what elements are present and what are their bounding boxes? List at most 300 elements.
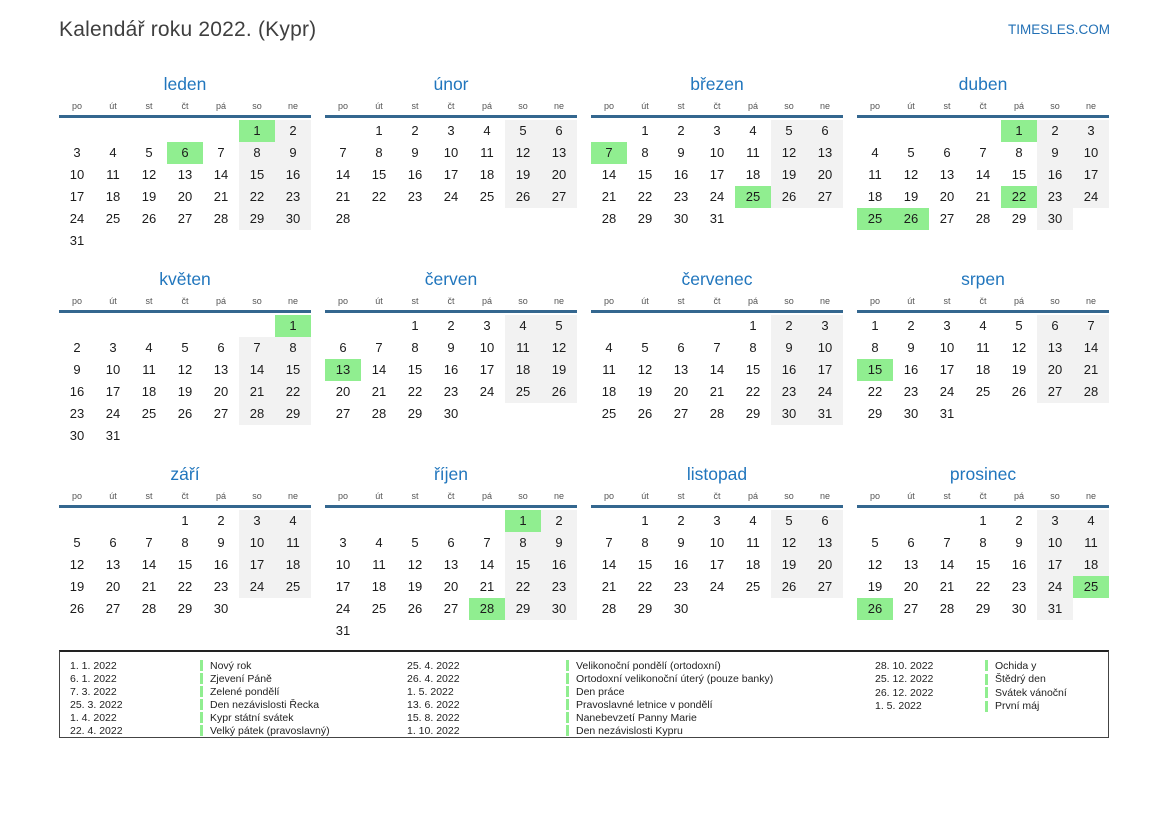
day-cell: 9 [411, 145, 419, 160]
day-cell: 30 [1037, 208, 1073, 230]
site-link[interactable]: TIMESLES.COM [1007, 22, 1110, 37]
day-cell: 1 [979, 513, 987, 528]
day-cell: 14 [335, 167, 351, 182]
day-cell: 10 [807, 337, 843, 359]
day-cell: 17 [69, 189, 85, 204]
day-cell: 15 [177, 557, 193, 572]
day-cell: 22 [505, 576, 541, 598]
day-cell: 16 [903, 362, 919, 377]
weekday-label: so [1050, 296, 1060, 306]
day-cell: 9 [275, 142, 311, 164]
day-cell: 23 [407, 189, 423, 204]
day-cell: 18 [505, 359, 541, 381]
holiday-name: Pravoslavné letnice v pondělí [576, 698, 713, 711]
day-cell: 8 [1015, 145, 1023, 160]
weekday-label: so [784, 296, 794, 306]
weekday-header-row [325, 490, 577, 508]
empty-cell [203, 120, 239, 142]
weekday-label: út [109, 101, 117, 111]
weekday-label: pá [1013, 296, 1024, 306]
empty-cell [239, 425, 275, 447]
day-cell: 21 [1073, 359, 1109, 381]
weekday-label: so [1050, 491, 1060, 501]
day-cell: 26 [541, 381, 577, 403]
day-cell: 21 [939, 579, 955, 594]
day-cell: 8 [749, 340, 757, 355]
weekday-label: pá [747, 101, 758, 111]
empty-cell [361, 315, 397, 337]
day-cell: 19 [505, 164, 541, 186]
empty-cell [857, 120, 893, 142]
day-cell: 14 [709, 362, 725, 377]
day-cell: 14 [1073, 337, 1109, 359]
day-cell: 13 [939, 167, 955, 182]
day-cell: 12 [69, 557, 85, 572]
empty-cell [59, 120, 95, 142]
empty-cell [591, 315, 627, 337]
holiday-date: 1. 10. 2022 [407, 724, 460, 737]
day-cell: 31 [1037, 598, 1073, 620]
day-cell: 28 [141, 601, 157, 616]
day-cell: 17 [807, 359, 843, 381]
weekday-label: čt [979, 296, 987, 306]
day-cell: 20 [541, 164, 577, 186]
legend-row [875, 686, 1100, 700]
empty-cell [505, 620, 541, 642]
day-cell: 8 [275, 337, 311, 359]
day-cell: 21 [141, 579, 157, 594]
legend-row [875, 659, 1100, 673]
empty-cell [131, 230, 167, 252]
day-cell: 21 [239, 381, 275, 403]
day-cell: 21 [479, 579, 495, 594]
holiday-marker-icon [200, 725, 203, 736]
weekday-header-row [857, 100, 1109, 118]
day-cell: 14 [371, 362, 387, 377]
day-grid [857, 118, 1109, 230]
day-cell: 9 [73, 362, 81, 377]
weekday-label: po [869, 491, 880, 501]
empty-cell [167, 230, 203, 252]
day-cell: 12 [407, 557, 423, 572]
holiday-marker-icon [566, 660, 569, 671]
day-cell: 26 [177, 406, 193, 421]
month-listopad [591, 462, 843, 639]
day-cell: 25 [479, 189, 495, 204]
day-cell: 16 [1011, 557, 1027, 572]
day-cell: 9 [907, 340, 915, 355]
weekday-label: po [869, 101, 880, 111]
empty-cell [893, 510, 929, 532]
day-cell: 15 [1011, 167, 1027, 182]
day-cell: 7 [979, 145, 987, 160]
day-cell: 27 [673, 406, 689, 421]
day-cell: 10 [479, 340, 495, 355]
weekday-header-row [591, 100, 843, 118]
month-prosinec [857, 462, 1109, 639]
day-cell: 22 [867, 384, 883, 399]
day-cell: 14 [975, 167, 991, 182]
empty-cell [1073, 403, 1109, 425]
day-cell: 1 [1001, 120, 1037, 142]
day-cell: 3 [73, 145, 81, 160]
day-cell: 16 [213, 557, 229, 572]
day-cell: 13 [443, 557, 459, 572]
day-cell: 19 [903, 189, 919, 204]
holiday-marker-icon [566, 686, 569, 697]
day-cell: 29 [637, 601, 653, 616]
day-cell: 7 [217, 145, 225, 160]
day-cell: 12 [141, 167, 157, 182]
day-cell: 18 [371, 579, 387, 594]
day-cell: 15 [637, 557, 653, 572]
day-cell: 6 [807, 120, 843, 142]
empty-cell [167, 425, 203, 447]
day-cell: 14 [601, 557, 617, 572]
legend-row [407, 698, 875, 711]
day-cell: 8 [641, 145, 649, 160]
empty-cell [397, 510, 433, 532]
legend-column [407, 659, 875, 737]
month-leden [59, 72, 311, 249]
weekday-label: st [145, 491, 153, 501]
day-grid [591, 313, 843, 425]
day-cell: 6 [907, 535, 915, 550]
day-cell: 15 [275, 359, 311, 381]
empty-cell [469, 510, 505, 532]
day-cell: 26 [141, 211, 157, 226]
day-cell: 21 [601, 579, 617, 594]
month-title: únor [433, 74, 469, 94]
weekday-label: st [677, 296, 685, 306]
holiday-name: Den nezávislosti Řecka [210, 698, 320, 711]
day-cell: 10 [939, 340, 955, 355]
weekday-header-row [59, 100, 311, 118]
day-cell: 29 [637, 211, 653, 226]
weekday-label: ne [1085, 296, 1096, 306]
day-cell: 2 [771, 315, 807, 337]
day-cell: 4 [749, 123, 757, 138]
day-cell: 9 [541, 532, 577, 554]
day-cell: 13 [541, 142, 577, 164]
day-cell: 25 [745, 579, 761, 594]
holiday-name: Zelené pondělí [210, 685, 280, 698]
day-cell: 4 [109, 145, 117, 160]
month-title: září [170, 464, 200, 484]
weekday-header-row [59, 295, 311, 313]
weekday-label: čt [447, 491, 455, 501]
day-cell: 18 [479, 167, 495, 182]
day-cell: 19 [407, 579, 423, 594]
legend-row [70, 698, 407, 711]
day-cell: 31 [939, 406, 955, 421]
weekday-label: ne [553, 101, 564, 111]
day-cell: 11 [505, 337, 541, 359]
day-cell: 6 [541, 120, 577, 142]
day-cell: 1 [749, 318, 757, 333]
empty-cell [167, 120, 203, 142]
day-cell: 29 [505, 598, 541, 620]
weekday-label: so [518, 491, 528, 501]
day-cell: 23 [1037, 186, 1073, 208]
holiday-marker-icon [566, 712, 569, 723]
empty-cell [771, 208, 807, 230]
day-cell: 31 [709, 211, 725, 226]
day-cell: 13 [105, 557, 121, 572]
day-cell: 9 [677, 535, 685, 550]
day-cell: 31 [69, 233, 85, 248]
weekday-label: ne [553, 296, 564, 306]
empty-cell [857, 510, 893, 532]
day-cell: 19 [69, 579, 85, 594]
day-cell: 1 [641, 513, 649, 528]
empty-cell [131, 120, 167, 142]
empty-cell [95, 230, 131, 252]
weekday-label: st [145, 296, 153, 306]
day-cell: 27 [335, 406, 351, 421]
day-cell: 27 [939, 211, 955, 226]
day-cell: 20 [177, 189, 193, 204]
empty-cell [541, 208, 577, 230]
day-cell: 12 [771, 532, 807, 554]
day-cell: 11 [372, 557, 386, 572]
day-cell: 11 [746, 535, 760, 550]
day-cell: 10 [709, 145, 725, 160]
holiday-date: 25. 12. 2022 [875, 673, 934, 686]
day-cell: 28 [335, 211, 351, 226]
day-cell: 2 [677, 513, 685, 528]
day-cell: 10 [335, 557, 351, 572]
day-cell: 10 [1073, 142, 1109, 164]
day-cell: 7 [713, 340, 721, 355]
day-cell: 1 [375, 123, 383, 138]
day-cell: 30 [69, 428, 85, 443]
weekday-label: so [252, 491, 262, 501]
day-cell: 15 [637, 167, 653, 182]
day-cell: 3 [239, 510, 275, 532]
holiday-name: Den nezávislosti Kypru [576, 724, 683, 737]
day-cell: 3 [943, 318, 951, 333]
day-cell: 20 [105, 579, 121, 594]
legend-row [70, 711, 407, 724]
day-cell: 14 [213, 167, 229, 182]
day-cell: 7 [591, 142, 627, 164]
day-cell: 13 [177, 167, 193, 182]
weekday-label: st [411, 101, 419, 111]
day-cell: 27 [177, 211, 193, 226]
day-cell: 2 [73, 340, 81, 355]
month-title: prosinec [949, 464, 1017, 484]
day-cell: 6 [447, 535, 455, 550]
holiday-date: 1. 5. 2022 [875, 700, 922, 713]
day-cell: 30 [771, 403, 807, 425]
day-cell: 15 [857, 359, 893, 381]
day-cell: 12 [867, 557, 883, 572]
day-cell: 20 [807, 164, 843, 186]
weekday-label: čt [181, 491, 189, 501]
day-cell: 15 [371, 167, 387, 182]
day-cell: 9 [217, 535, 225, 550]
weekday-label: út [641, 101, 649, 111]
day-cell: 16 [1037, 164, 1073, 186]
day-cell: 19 [141, 189, 157, 204]
day-cell: 18 [745, 557, 761, 572]
day-cell: 27 [541, 186, 577, 208]
legend-row [70, 659, 407, 672]
weekday-label: po [71, 101, 82, 111]
empty-cell [95, 120, 131, 142]
day-cell: 12 [1011, 340, 1027, 355]
month-title: březen [690, 74, 744, 94]
weekday-label: ne [287, 491, 298, 501]
empty-cell [541, 620, 577, 642]
day-cell: 18 [867, 189, 883, 204]
day-cell: 24 [709, 579, 725, 594]
weekday-label: čt [447, 296, 455, 306]
weekday-label: pá [1013, 491, 1024, 501]
day-cell: 17 [709, 167, 725, 182]
holiday-marker-icon [200, 660, 203, 671]
day-cell: 22 [239, 186, 275, 208]
day-cell: 19 [771, 554, 807, 576]
empty-cell [203, 315, 239, 337]
weekday-header-row [857, 490, 1109, 508]
holiday-name: Svátek vánoční [995, 686, 1067, 699]
weekday-label: ne [819, 101, 830, 111]
day-cell: 29 [975, 601, 991, 616]
weekday-label: čt [181, 296, 189, 306]
day-cell: 29 [239, 208, 275, 230]
day-cell: 26 [69, 601, 85, 616]
day-cell: 2 [541, 510, 577, 532]
weekday-header-row [591, 490, 843, 508]
day-cell: 18 [1073, 554, 1109, 576]
day-cell: 3 [109, 340, 117, 355]
day-cell: 7 [375, 340, 383, 355]
day-cell: 14 [479, 557, 495, 572]
day-cell: 5 [541, 315, 577, 337]
day-cell: 3 [1073, 120, 1109, 142]
day-cell: 24 [479, 384, 495, 399]
day-cell: 16 [69, 384, 85, 399]
month-červen [325, 267, 577, 444]
day-cell: 5 [771, 510, 807, 532]
day-cell: 1 [411, 318, 419, 333]
day-cell: 30 [1011, 601, 1027, 616]
day-cell: 18 [601, 384, 617, 399]
day-cell: 21 [709, 384, 725, 399]
holiday-name: Zjevení Páně [210, 672, 272, 685]
day-cell: 25 [601, 406, 617, 421]
day-cell: 28 [601, 601, 617, 616]
day-cell: 4 [483, 123, 491, 138]
day-cell: 5 [73, 535, 81, 550]
holiday-legend [59, 650, 1109, 738]
day-cell: 18 [975, 362, 991, 377]
day-cell: 11 [1073, 532, 1109, 554]
day-cell: 6 [109, 535, 117, 550]
day-cell: 13 [807, 142, 843, 164]
holiday-marker-icon [566, 673, 569, 684]
day-cell: 8 [979, 535, 987, 550]
day-cell: 11 [868, 167, 882, 182]
day-cell: 25 [1073, 576, 1109, 598]
weekday-label: čt [979, 491, 987, 501]
empty-cell [663, 315, 699, 337]
holiday-name: Velký pátek (pravoslavný) [210, 724, 330, 737]
day-cell: 24 [335, 601, 351, 616]
day-cell: 20 [939, 189, 955, 204]
weekday-label: ne [287, 296, 298, 306]
day-cell: 24 [443, 189, 459, 204]
empty-cell [433, 510, 469, 532]
empty-cell [239, 598, 275, 620]
day-cell: 1 [505, 510, 541, 532]
day-cell: 25 [141, 406, 157, 421]
holiday-name: Velikonoční pondělí (ortodoxní) [576, 659, 721, 672]
day-cell: 9 [677, 145, 685, 160]
day-cell: 17 [1073, 164, 1109, 186]
day-cell: 23 [673, 189, 689, 204]
day-grid [591, 508, 843, 620]
day-cell: 30 [213, 601, 229, 616]
weekday-label: so [1050, 101, 1060, 111]
empty-cell [469, 208, 505, 230]
weekday-label: po [71, 491, 82, 501]
day-cell: 13 [213, 362, 229, 377]
weekday-label: čt [979, 101, 987, 111]
day-grid [59, 508, 311, 620]
day-grid [59, 313, 311, 447]
holiday-marker-icon [566, 699, 569, 710]
day-cell: 19 [1011, 362, 1027, 377]
day-cell: 2 [447, 318, 455, 333]
day-cell: 16 [673, 557, 689, 572]
day-cell: 9 [447, 340, 455, 355]
day-cell: 28 [469, 598, 505, 620]
day-cell: 25 [371, 601, 387, 616]
empty-cell [239, 315, 275, 337]
weekday-label: st [411, 296, 419, 306]
holiday-name: Nový rok [210, 659, 252, 672]
weekday-label: po [869, 296, 880, 306]
empty-cell [95, 315, 131, 337]
year-calendar-grid [59, 72, 1109, 639]
day-cell: 17 [939, 362, 955, 377]
day-cell: 27 [807, 186, 843, 208]
day-cell: 26 [771, 186, 807, 208]
weekday-label: so [518, 101, 528, 111]
day-cell: 30 [673, 211, 689, 226]
weekday-label: po [337, 491, 348, 501]
weekday-label: st [943, 491, 951, 501]
weekday-label: ne [819, 491, 830, 501]
weekday-label: čt [713, 296, 721, 306]
day-cell: 22 [745, 384, 761, 399]
day-cell: 29 [407, 406, 423, 421]
holiday-name: Nanebevzetí Panny Marie [576, 711, 697, 724]
holiday-name: Štědrý den [995, 673, 1046, 686]
weekday-label: út [907, 296, 915, 306]
day-cell: 4 [749, 513, 757, 528]
month-únor [325, 72, 577, 249]
day-cell: 5 [145, 145, 153, 160]
empty-cell [275, 425, 311, 447]
legend-row [875, 673, 1100, 687]
empty-cell [203, 230, 239, 252]
day-cell: 27 [1037, 381, 1073, 403]
day-cell: 4 [1073, 510, 1109, 532]
